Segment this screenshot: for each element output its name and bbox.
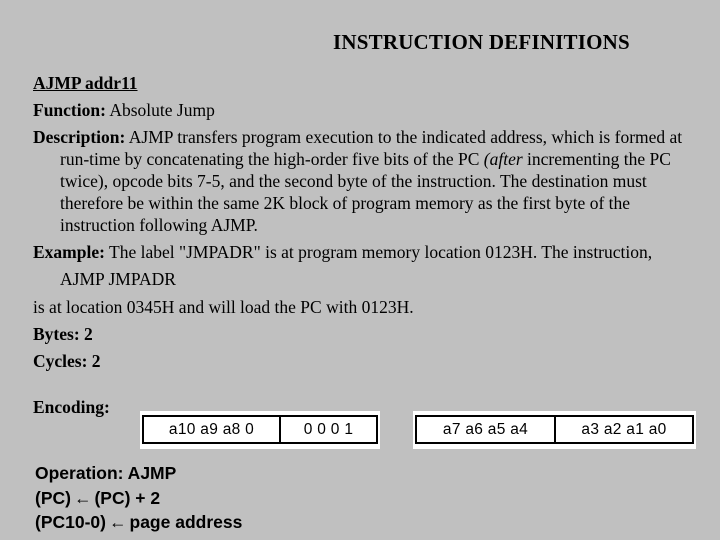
instruction-body [33, 72, 693, 377]
example-label: Example: [33, 242, 105, 262]
example-code: AJMP JMPADR [60, 269, 176, 289]
instruction-heading: AJMP addr11 [33, 73, 138, 93]
operation-block [35, 461, 242, 535]
left-arrow-icon: ← [73, 487, 92, 508]
operation-1-left: (PC) [35, 487, 71, 508]
operation-line-1 [35, 486, 242, 511]
function-line [33, 99, 693, 121]
encoding-box-low-address-high: a7 a6 a5 a4 [415, 415, 556, 444]
example-text: The label "JMPADR" is at program memory location 0123H. The instruction, [109, 242, 653, 262]
operation-1-right: (PC) + 2 [94, 487, 161, 508]
description-label: Description: [33, 127, 126, 147]
operation-2-left: (PC10-0) [35, 512, 106, 532]
operation-title: Operation: AJMP [35, 463, 177, 483]
example-paragraph [33, 241, 693, 263]
description-text-1: AJMP transfers program execution to the indicated address, which is formed at run-time by concatenating the high-order five bits of the PC [60, 127, 683, 169]
operation-line-2 [35, 510, 242, 535]
operation-2-right: page address [129, 512, 243, 532]
description-paragraph [33, 126, 693, 236]
description-italic: (after [483, 149, 523, 169]
encoding-box-high-address: a10 a9 a8 0 [142, 415, 281, 444]
encoding-box-opcode: 0 0 0 1 [279, 415, 378, 444]
example-after: is at location 0345H and will load the PC with 0123H. [33, 297, 414, 317]
function-text: Absolute Jump [109, 100, 215, 120]
description-text-2: incrementing the PC twice), opcode bits 7-5, and the second byte of the instruction. The destination must therefore be within the same 2K block of program memory as the first byte of the instruction following AJMP. [60, 149, 671, 235]
bytes-line: Bytes: 2 [33, 324, 93, 344]
encoding-label: Encoding: [33, 397, 110, 417]
encoding-box-low-address-low: a3 a2 a1 a0 [554, 415, 694, 444]
cycles-line: Cycles: 2 [33, 351, 101, 371]
left-arrow-icon: ← [109, 512, 127, 532]
function-label: Function: [33, 100, 106, 120]
page-title: INSTRUCTION DEFINITIONS [333, 30, 630, 54]
